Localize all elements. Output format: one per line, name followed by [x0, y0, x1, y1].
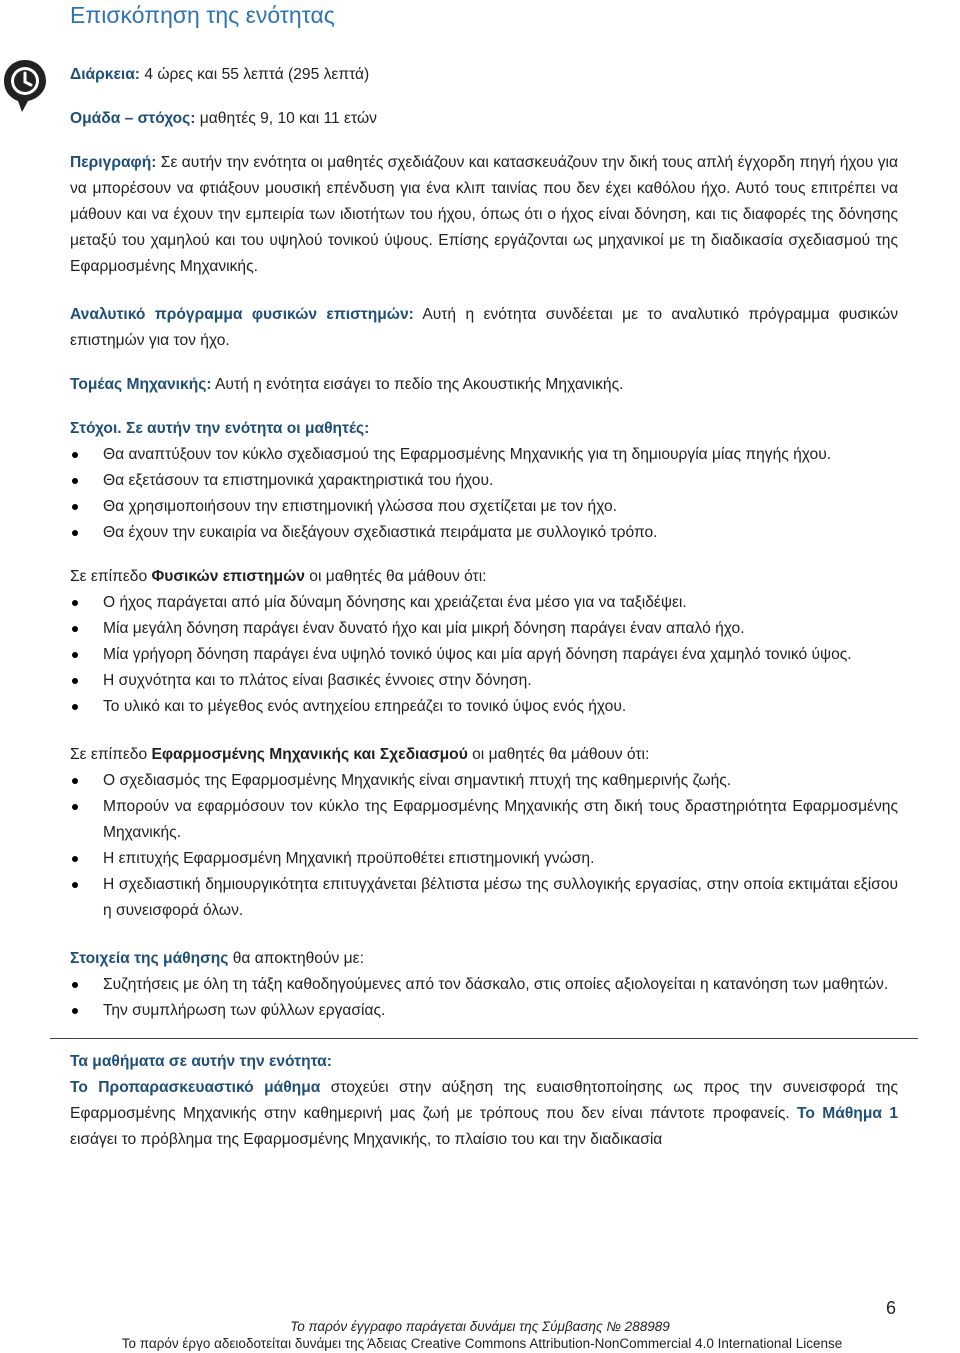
list-item: Την συμπλήρωση των φύλλων εργασίας. — [70, 998, 898, 1024]
list-item: Η συχνότητα και το πλάτος είναι βασικές έννοιες στην δόνηση. — [70, 668, 898, 694]
engineering-prefix: Σε επίπεδο — [70, 746, 152, 763]
group-label: Ομάδα – στόχος: — [70, 110, 196, 127]
list-item: Μία μεγάλη δόνηση παράγει έναν δυνατό ήχο και μία μικρή δόνηση παράγει έναν απαλό ήχο. — [70, 616, 898, 642]
list-item: Θα χρησιμοποιήσουν την επιστημονική γλώσσα που σχετίζεται με τον ήχο. — [70, 494, 898, 520]
page-number: 6 — [886, 1298, 897, 1318]
science-suffix: οι μαθητές θα μάθουν ότι: — [304, 568, 487, 585]
learning-list — [70, 972, 898, 1024]
goals-label: Στόχοι. — [70, 420, 122, 437]
lessons-paragraph — [70, 1075, 898, 1153]
overview-content — [70, 62, 898, 1153]
clock-icon — [2, 58, 48, 114]
goals-heading — [70, 416, 898, 442]
learning-heading — [70, 946, 898, 972]
engineering-field-label: Τομέας Μηχανικής: — [70, 376, 212, 393]
learning-bold: Στοιχεία της μάθησης — [70, 950, 229, 967]
curriculum-paragraph — [70, 302, 898, 354]
list-item: Μπορούν να εφαρμόσουν τον κύκλο της Εφαρμοσμένης Μηχανικής στη δική τους δραστηριότητα Εφαρμοσμένης Μηχανικής. — [70, 794, 898, 846]
lessons-heading — [70, 1049, 898, 1075]
goals-intro: Σε αυτήν την ενότητα οι μαθητές: — [121, 420, 370, 437]
footer-license-line: Το παρόν έργο αδειοδοτείται δυνάμει της Άδειας Creative Commons Attribution-NonCommercial 4.0 International License — [121, 1336, 843, 1351]
science-list — [70, 590, 898, 720]
engineering-list — [70, 768, 898, 924]
duration-value: 4 ώρες και 55 λεπτά (295 λεπτά) — [139, 66, 370, 83]
list-item: Συζητήσεις με όλη τη τάξη καθοδηγούμενες από τον δάσκαλο, στις οποίες αξιολογείται η κατανόηση των μαθητών. — [70, 972, 898, 998]
section-divider — [50, 1038, 918, 1039]
lessons-p1-text: στοχεύει στην αύξηση της ευαισθητοποίησης ως προς την συνεισφορά της Εφαρμοσμένης Μηχανικής στην καθημερινή μας ζωή με τρόπους που δεν είναι πάντοτε προφανείς. — [70, 1079, 898, 1122]
engineering-suffix: οι μαθητές θα μάθουν ότι: — [467, 746, 650, 763]
duration-line — [70, 62, 898, 88]
footer-contract-line: Το παρόν έγγραφο παράγεται δυνάμει της Σύμβασης № 288989 — [290, 1319, 670, 1334]
engineering-field-paragraph — [70, 372, 898, 398]
page-title: Επισκόπηση της ενότητας — [70, 2, 335, 28]
lessons-p2-text: εισάγει το πρόβλημα της Εφαρμοσμένης Μηχανικής, το πλαίσιο του και την διαδικασία — [70, 1131, 663, 1148]
science-level-heading — [70, 564, 898, 590]
goals-list — [70, 442, 898, 546]
list-item: Η επιτυχής Εφαρμοσμένη Μηχανική προϋποθέτει επιστημονική γνώση. — [70, 846, 898, 872]
group-value: μαθητές 9, 10 και 11 ετών — [195, 110, 377, 127]
lessons-p1-bold: Το Προπαρασκευαστικό μάθημα — [70, 1079, 321, 1096]
list-item: Μία γρήγορη δόνηση παράγει ένα υψηλό τονικό ύψος και μία αργή δόνηση παράγει ένα χαμηλό τονικό ύψος. — [70, 642, 898, 668]
engineering-bold: Εφαρμοσμένης Μηχανικής και Σχεδιασμού — [151, 746, 468, 763]
list-item: Θα αναπτύξουν τον κύκλο σχεδιασμού της Εφαρμοσμένης Μηχανικής για τη δημιουργία μίας πηγής ήχου. — [70, 442, 898, 468]
list-item: Το υλικό και το μέγεθος ενός αντηχείου επηρεάζει το τονικό ύψος ενός ήχου. — [70, 694, 898, 720]
lessons-p2-bold: Το Μάθημα 1 — [797, 1105, 898, 1122]
curriculum-text: Αυτή η ενότητα συνδέεται με το αναλυτικό πρόγραμμα φυσικών επιστημών για τον ήχο. — [70, 306, 898, 349]
description-label: Περιγραφή: — [70, 154, 157, 171]
list-item: Η σχεδιαστική δημιουργικότητα επιτυγχάνεται βέλτιστα μέσω της συλλογικής εργασίας, στην οποία εκτιμάται εξίσου η συνεισφορά όλων. — [70, 872, 898, 924]
learning-suffix: θα αποκτηθούν με: — [228, 950, 364, 967]
list-item: Ο ήχος παράγεται από μία δύναμη δόνησης και χρειάζεται ένα μέσο για να ταξιδέψει. — [70, 590, 898, 616]
list-item: Ο σχεδιασμός της Εφαρμοσμένης Μηχανικής είναι σημαντική πτυχή της καθημερινής ζωής. — [70, 768, 898, 794]
list-item: Θα εξετάσουν τα επιστημονικά χαρακτηριστικά του ήχου. — [70, 468, 898, 494]
engineering-level-heading — [70, 742, 898, 768]
description-text: Σε αυτήν την ενότητα οι μαθητές σχεδιάζουν και κατασκευάζουν την δική τους απλή έγχορδη πηγή ήχου για να μπορέσουν να φτιάξουν μουσική επένδυση για ένα κλιπ ταινίας που δεν έχει καθόλου ήχο. Αυτό τους επιτρέπει να μάθουν και να έχουν την εμπειρία των ιδιοτήτων του ήχου, όπως ότι ο ήχος είναι δόνηση, και τις διαφορές της δόνησης μεταξύ του χαμηλού και του υψηλού τονικού ύψους. Επίσης εργάζονται ως μηχανικοί με τη διαδικασία σχεδιασμού της Εφαρμοσμένης Μηχανικής. — [70, 154, 898, 275]
list-item: Θα έχουν την ευκαιρία να διεξάγουν σχεδιαστικά πειράματα με συλλογικό τρόπο. — [70, 520, 898, 546]
science-prefix: Σε επίπεδο — [70, 568, 152, 585]
lessons-heading-text: Τα μαθήματα σε αυτήν την ενότητα: — [70, 1053, 332, 1070]
science-bold: Φυσικών επιστημών — [151, 568, 305, 585]
description-paragraph — [70, 150, 898, 280]
duration-label: Διάρκεια: — [70, 66, 140, 83]
engineering-field-text: Αυτή η ενότητα εισάγει το πεδίο της Ακουστικής Μηχανικής. — [211, 376, 624, 393]
curriculum-label: Αναλυτικό πρόγραμμα φυσικών επιστημών: — [70, 306, 414, 323]
group-line — [70, 106, 898, 132]
